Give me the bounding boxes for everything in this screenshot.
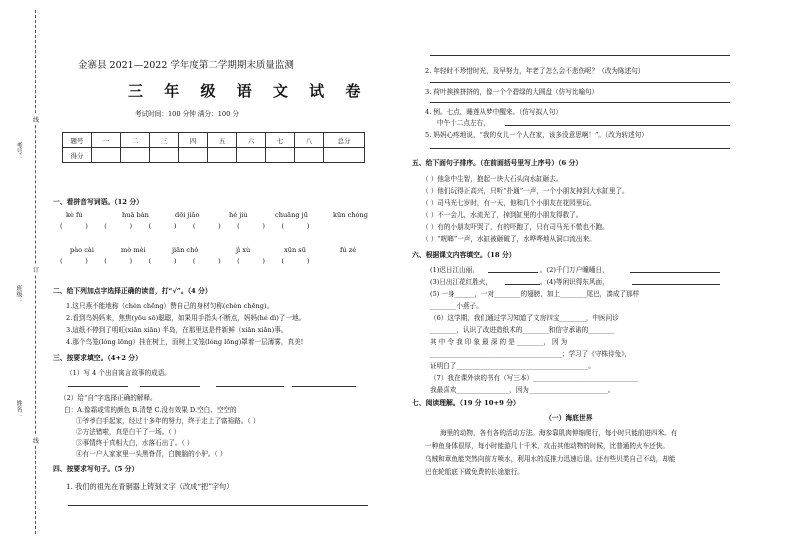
score-input-cell[interactable]	[121, 148, 150, 163]
r-q3: 3. 荷叶挨挨挤挤的，像一个个碧绿的大圆盘（仿写比喻句）	[425, 88, 599, 96]
pinyin-4: hé jiù	[229, 211, 248, 219]
score-input-cell[interactable]	[208, 148, 237, 163]
s6-r1a: (1)迟日江山丽，	[430, 266, 479, 274]
s6-r7: ________________________________________；学习了《守株待兔》，	[430, 350, 632, 358]
s2-line-1: 1.这只燕不能地称（chèn chēng）赞自己的身材匀称(chèn chēng)。	[66, 302, 274, 310]
reading-line-3: 乌贼和章鱼能突然向前方喷水，利用水的反推力迅速后退。还有些贝类自己不动，却能	[425, 455, 676, 463]
s3-q1: （1）写 4 个出自寓言故事的成语。	[66, 369, 171, 377]
section4-title: 四、按要求写句子。（5 分）	[53, 465, 139, 473]
margin-mark-xian: 线	[33, 117, 40, 124]
answer-line[interactable]	[430, 82, 730, 83]
name-label: 姓名：	[15, 400, 22, 418]
pinyin-9: jiān chǒ	[172, 246, 199, 254]
answer-line[interactable]	[430, 148, 730, 149]
pinyin-6: kūn chóng	[333, 211, 368, 219]
table-cell: 得分	[63, 148, 92, 163]
s6-r2b: 。(4)等闲识得东风面，	[540, 278, 609, 286]
s6-r1b: 。(2)千门万户曈曈日，	[540, 266, 609, 274]
table-cell: 总分	[324, 133, 365, 148]
answer-line[interactable]	[68, 505, 368, 506]
s5-item-5: （ ）有的小朋友吓哭了，有的吓跑了，只有司马光不慌也不跑。	[422, 223, 609, 231]
pinyin-1: kè fú	[66, 211, 83, 219]
s3-item-2: ②方法错啦，真是白干了一场。（ ）	[76, 428, 181, 436]
answer-line[interactable]	[630, 272, 720, 273]
section5-title: 五、给下面句子排序。（在前面括号里写上序号）（6 分）	[412, 159, 583, 167]
score-table	[62, 132, 365, 163]
s3-options: 白：A.像霜或雪的颜色 B.清楚 C.没有效果 D.空白、空空的	[64, 406, 237, 414]
answer-line[interactable]	[505, 284, 540, 285]
pinyin-7: pào cài	[70, 246, 94, 254]
s5-item-6: （ ）“咣啷”一声，水缸被砸破了，水哗哗地从洞口流出来。	[422, 235, 596, 243]
score-input-cell[interactable]	[324, 148, 365, 163]
table-cell: 七	[266, 133, 295, 148]
pinyin-3: dōi jiǎo	[175, 211, 200, 219]
pinyin-8: mò mèi	[121, 246, 146, 254]
table-cell: 一	[92, 133, 121, 148]
margin-mark-xian-2: 线	[33, 438, 40, 445]
s5-item-4: （ ）不一会儿，水流光了，掉到缸里的小朋友得救了。	[422, 211, 583, 219]
score-input-cell[interactable]	[266, 148, 295, 163]
section2-title: 二、给下列加点字选择正确的读音，打“√”。（4 分）	[53, 287, 212, 295]
margin-mark-ding: 订	[33, 267, 40, 274]
section3-title: 三、按要求填空。（4+2 分）	[53, 354, 142, 362]
s5-item-2: （ ）他们玩得正高兴，只听“扑通”一声，一个小朋友掉到大水缸里了。	[422, 187, 629, 195]
exam-time: 考试时间：100 分钟 满分：100 分	[135, 110, 239, 118]
r-q5: 5. 妈妈心疼地说，“我的女儿一个人在家，该多没意思啊！”。（改为转述句）	[425, 131, 648, 139]
r-q4a: 4. 例。七点，睡莲从梦中醒来。（仿写拟人句）	[425, 108, 562, 116]
exam-number-label: 考号：	[15, 142, 22, 160]
s2-line-2: 2.看到鸟妈妈来，焦焦(yōu sō)聪聪，如果用手指头不断点，妈妈(hé dì)了一地。	[66, 314, 306, 322]
pinyin-12: fú zé	[340, 246, 357, 254]
s6-r3: (5) 一身______，一对________的翅膀，加上________尾巴，凑成了那样	[430, 290, 640, 298]
pinyin-10: jì xù	[236, 246, 251, 254]
s6-r2a: (3)日出江花红胜火，	[430, 278, 493, 286]
pinyin-11: xūn sū	[284, 246, 306, 254]
s6-r10: 我最喜欢________________，因为________________________。	[430, 386, 615, 394]
answer-brackets-row2[interactable]: ( ) ( ) ( ) ( ) ( ) ( )	[60, 257, 311, 265]
answer-line[interactable]	[430, 102, 730, 103]
s3-item-3: ③事情终于真相大白，水落石出了。（ ）	[76, 439, 194, 447]
reading-line-1: 海里的动物，各有各的活动方法。海参靠肌肉伸缩爬行，每小时只能前进四米。有	[440, 429, 678, 437]
score-input-cell[interactable]	[179, 148, 208, 163]
score-input-cell[interactable]	[237, 148, 266, 163]
s3-q2: （2）给“自”字选择正确的解释。	[60, 394, 157, 402]
answer-line[interactable]	[488, 272, 538, 273]
exam-name: 金寨县 2021—2022 学年度第二学期期末质量监测	[78, 60, 294, 71]
pinyin-2: huā bàn	[122, 211, 149, 219]
answer-brackets-row1[interactable]: ( ) ( ) ( ) ( ) ( ) ( )	[60, 222, 311, 230]
r-q2: 2. 年轻时不珍惜时光，及早努力，年老了怎么会不悲伤呢？（改为陈述句）	[425, 67, 645, 75]
answer-line[interactable]	[68, 386, 128, 387]
section6-title: 六、根据课文内容填空。（18 分）	[412, 251, 516, 259]
s6-r9: （7）我在课外读的书有（写三本）________________________________	[430, 374, 639, 382]
answer-line[interactable]	[430, 55, 730, 56]
section1-title: 一、看拼音写词语。（12 分）	[53, 198, 143, 206]
answer-line[interactable]	[292, 386, 356, 387]
table-cell: 四	[179, 133, 208, 148]
table-cell: 八	[295, 133, 324, 148]
score-table-score-row	[63, 148, 365, 163]
s3-item-4: ④有一户人家家里一头黑脊背，白腕脑的小驴。（ ）	[76, 450, 227, 458]
table-cell: 五	[208, 133, 237, 148]
r-q4b: 中午十二点左右，	[437, 119, 490, 127]
score-table-header-row	[63, 133, 365, 148]
table-cell: 三	[150, 133, 179, 148]
s6-r4: （6）这学期，我们通过学习知道了文房四宝________，中医问诊	[430, 314, 619, 322]
score-input-cell[interactable]	[295, 148, 324, 163]
answer-line[interactable]	[632, 284, 720, 285]
score-input-cell[interactable]	[150, 148, 179, 163]
s6-r5: ________，认识了改进造纸术的________和信守承诺的________	[430, 326, 615, 334]
paper-title: 三 年 级 语 文 试 卷	[128, 82, 369, 100]
reading-title: （一）海底世界	[545, 414, 593, 422]
s2-line-4: 4.那个鸟笼(lóng lōng）挂在树上，而树上又笼(lóng lōng)罩着一层薄雾，真美!	[66, 338, 304, 346]
s4-q1: 1. 我们的祖先在青铜器上铸刻文字（改成“把”字句）	[66, 482, 234, 491]
reading-line-2: 一种鱼身体很厚，每小时能游几十千米，攻击其他动物的时候，比普通的火车还快。	[425, 442, 669, 450]
class-label: 班级：	[15, 285, 22, 303]
s6-r3b: ________小燕子。	[430, 302, 483, 310]
score-input-cell[interactable]	[92, 148, 121, 163]
s2-line-3: 3.這纸不停到了明旺(xiān xiān) 半岛，在那里这是件新鲜（xiān xiān)事。	[66, 326, 288, 334]
section7-title: 七、阅读理解。（19 分 10+9 分）	[412, 399, 520, 407]
s6-r8: 证明白了________________________________________。	[430, 362, 595, 370]
answer-line[interactable]	[216, 386, 284, 387]
answer-line[interactable]	[140, 386, 200, 387]
s6-r6: 其 中 令 我 印 象 最 深 的 是 ________， 因 为	[430, 338, 568, 346]
s3-item-1: ①爷爷白手起家，经过十多年的努力，终于走上了富裕路。（ ）	[76, 417, 260, 425]
pinyin-5: chuāng jū	[275, 211, 308, 219]
table-cell: 六	[237, 133, 266, 148]
s5-item-1: （ ）他急中生智，抱起一块大石头向水缸砸去。	[422, 175, 563, 183]
reading-line-4: 巴在轮船底下做免费的长途旅行。	[425, 468, 524, 476]
table-cell: 二	[121, 133, 150, 148]
answer-line[interactable]	[505, 125, 730, 126]
s5-item-3: （ ）司马光七岁时，有一天，他和几个小朋友在花园里玩。	[422, 199, 596, 207]
table-cell: 题号	[63, 133, 92, 148]
